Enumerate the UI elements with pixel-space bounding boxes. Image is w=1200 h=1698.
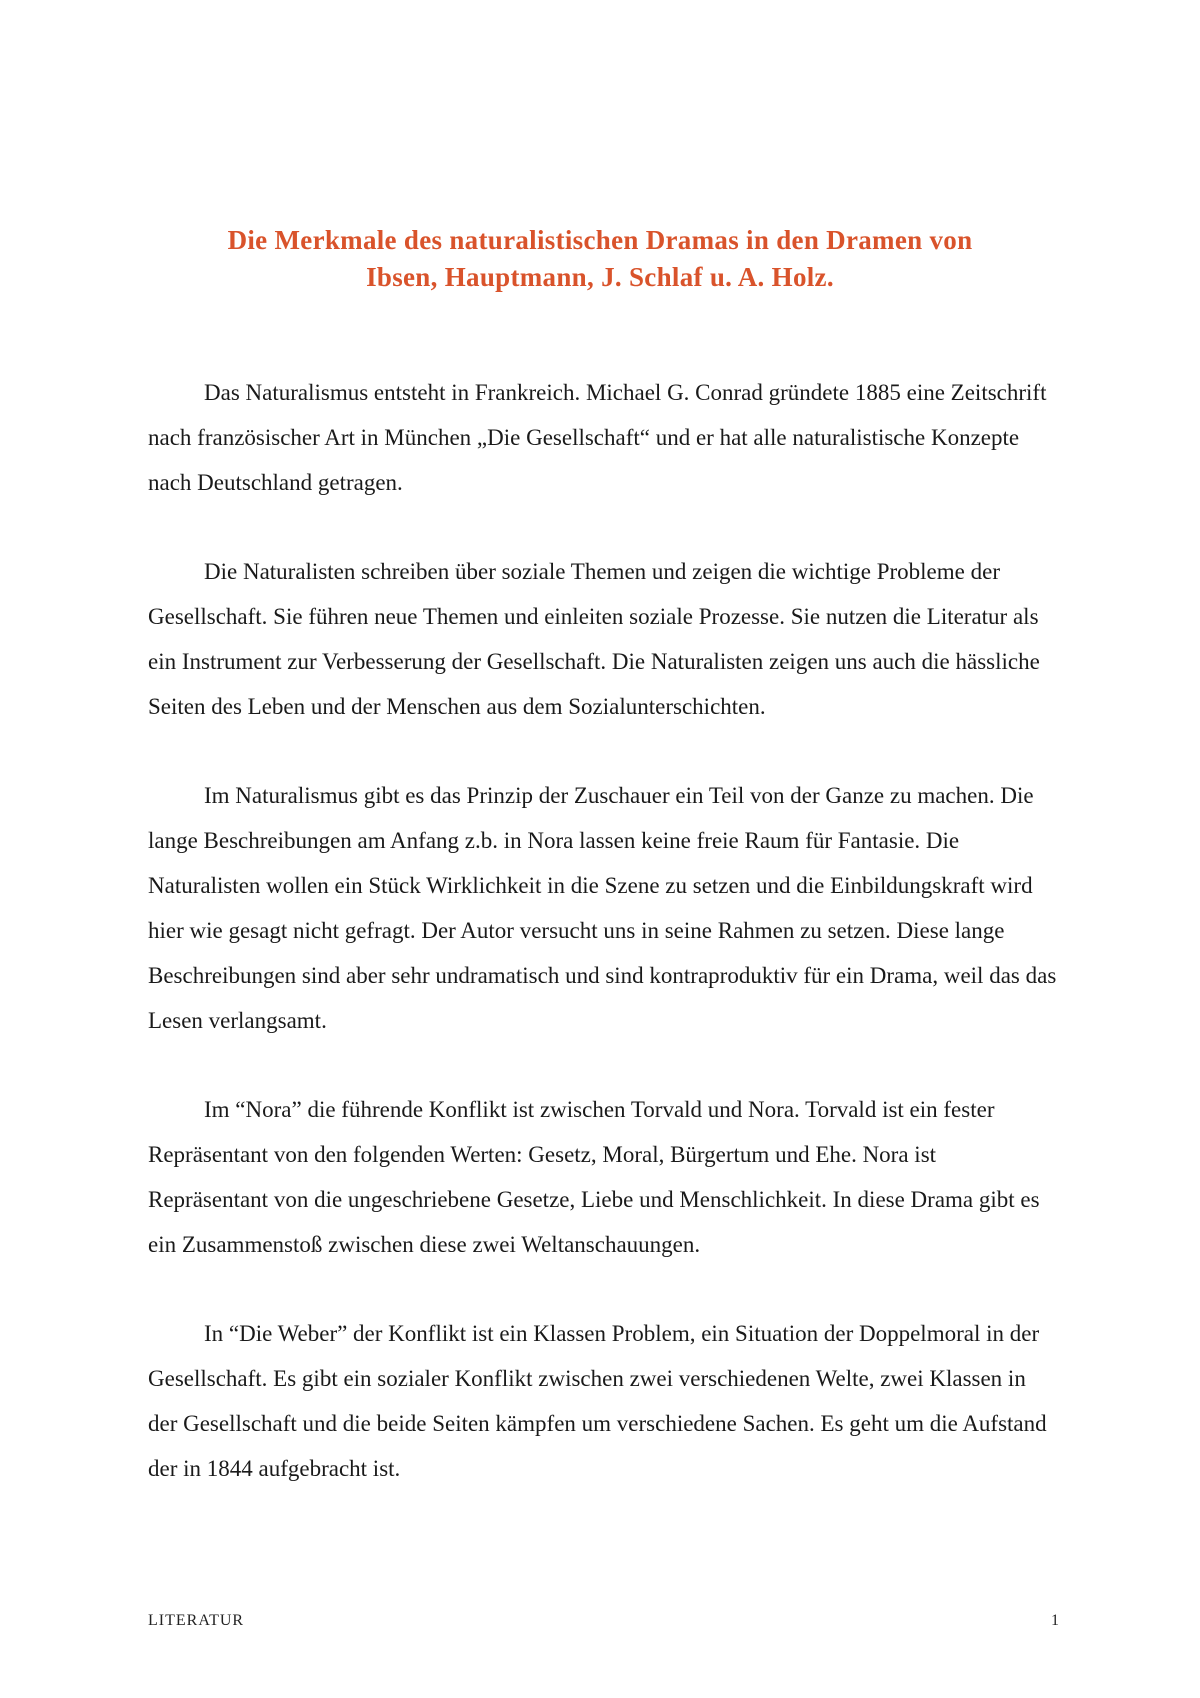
page-number: 1 [1051, 1612, 1060, 1629]
document-title [150, 222, 1050, 296]
title-line-1: Die Merkmale des naturalistischen Dramas in den Dramen von [227, 225, 973, 255]
page-footer [148, 1612, 1060, 1642]
paragraph-1: Das Naturalismus entsteht in Frankreich. Michael G. Conrad gründete 1885 eine Zeitschrift nach französischer Art in München „Die Gesellschaft“ und er hat alle naturalistische Konzepte nach Deutschland getragen. [148, 380, 1047, 495]
paragraph-5: In “Die Weber” der Konflikt ist ein Klassen Problem, ein Situation der Doppelmoral in der Gesellschaft. Es gibt ein sozialer Konflikt zwischen zwei verschiedenen Welte, zwei Klassen in der Gesellschaft und die beide Seiten kämpfen um verschiedene Sachen. Es geht um die Aufstand der in 1844 aufgebracht ist. [148, 1321, 1047, 1481]
title-line-2: Ibsen, Hauptmann, J. Schlaf u. A. Holz. [366, 262, 834, 292]
paragraph-3: Im Naturalismus gibt es das Prinzip der Zuschauer ein Teil von der Ganze zu machen. Die lange Beschreibungen am Anfang z.b. in Nora lassen keine freie Raum für Fantasie. Die Naturalisten wollen ein Stück Wirklichkeit in die Szene zu setzen und die Einbildungskraft wird hier wie gesagt nicht gefragt. Der Autor versucht uns in seine Rahmen zu setzen. Diese lange Beschreibungen sind aber sehr undramatisch und sind kontraproduktiv für ein Drama, weil das das Lesen verlangsamt. [148, 783, 1057, 1033]
document-body [148, 370, 1060, 1535]
footer-label: LITERATUR [148, 1612, 245, 1629]
paragraph-2: Die Naturalisten schreiben über soziale Themen und zeigen die wichtige Probleme der Gesellschaft. Sie führen neue Themen und einleiten soziale Prozesse. Sie nutzen die Literatur als ein Instrument zur Verbesserung der Gesellschaft. Die Naturalisten zeigen uns auch die hässliche Seiten des Leben und der Menschen aus dem Sozialunterschichten. [148, 559, 1040, 719]
paragraph-4: Im “Nora” die führende Konflikt ist zwischen Torvald und Nora. Torvald ist ein fester Repräsentant von den folgenden Werten: Gesetz, Moral, Bürgertum und Ehe. Nora ist Repräsentant von die ungeschriebene Gesetze, Liebe und Menschlichkeit. In diese Drama gibt es ein Zusammenstoß zwischen diese zwei Weltanschauungen. [148, 1097, 1040, 1257]
